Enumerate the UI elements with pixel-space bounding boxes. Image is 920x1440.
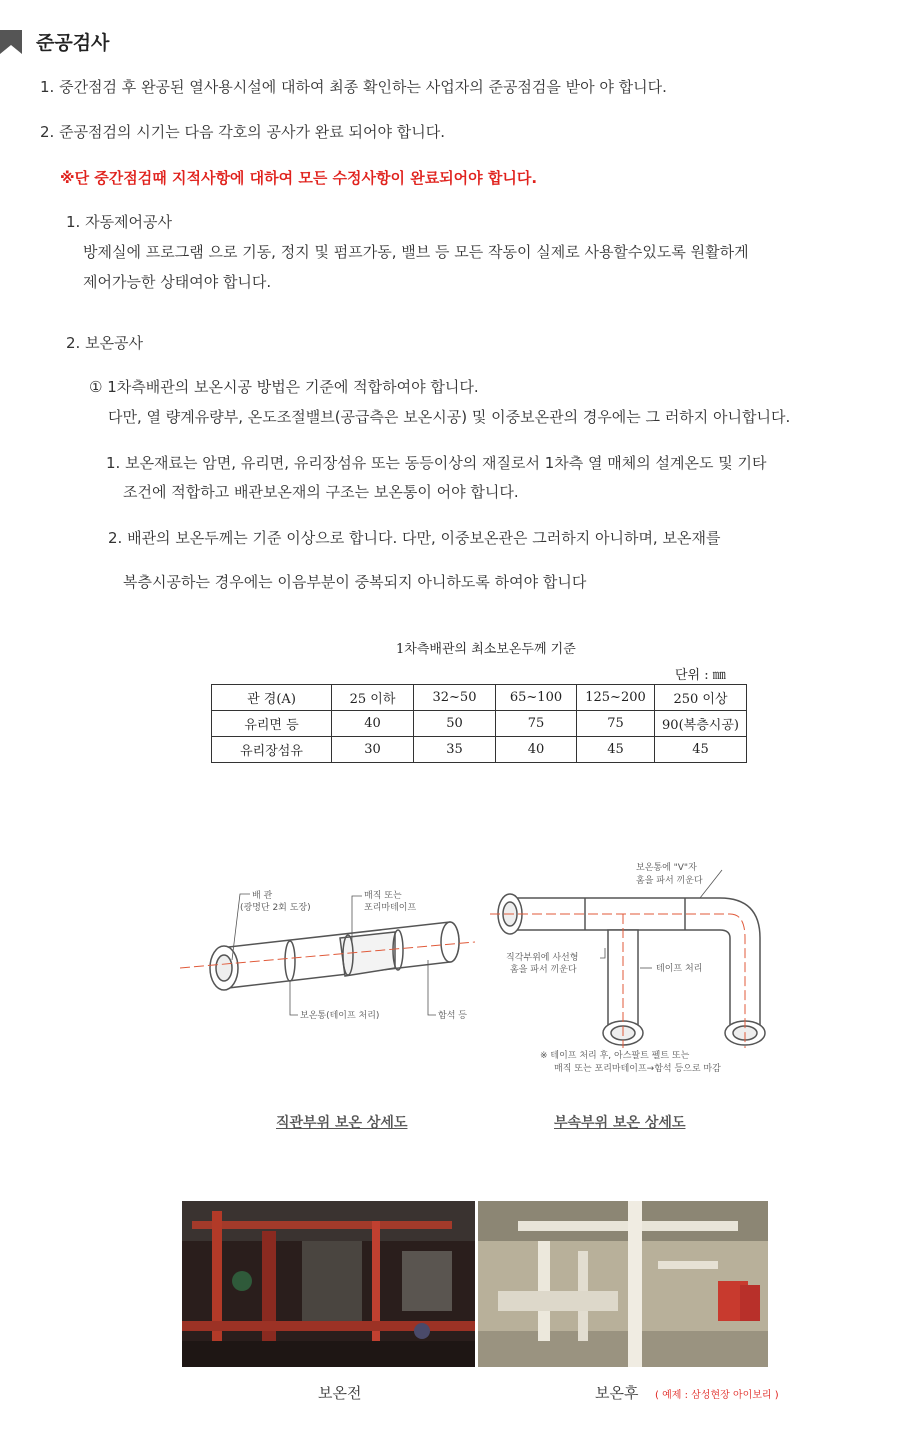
label-tape-right: 테이프 처리	[656, 964, 703, 974]
label-v1: 보온통에 "V"자	[636, 863, 697, 873]
table-cell: 250 이상	[655, 685, 747, 711]
table-cell: 90(복층시공)	[655, 711, 747, 737]
sub2-point1-1: 1. 보온재료는 암면, 유리면, 유리장섬유 또는 동등이상의 재질로서 1차측 열 매체의 설계온도 및 기타	[106, 454, 767, 472]
table-cell: 40	[332, 711, 414, 737]
sub2-point2-1: 2. 배관의 보온두께는 기준 이상으로 합니다. 다만, 이중보온관은 그러하지 아니하며, 보온재를	[108, 529, 721, 547]
label-v2: 홈을 파서 끼운다	[636, 876, 703, 886]
sub2-circle-2: 다만, 열 량계유량부, 온도조절밸브(공급측은 보온시공) 및 이중보온관의 경우에는 그 러하지 아니합니다.	[108, 408, 791, 426]
table-cell: 유리장섬유	[212, 737, 332, 763]
table-cell: 45	[577, 737, 655, 763]
table-row	[212, 711, 747, 737]
label-zinc: 함석 등	[438, 1011, 467, 1021]
table-row	[212, 737, 747, 763]
table-title: 1차측배관의 최소보온두께 기준	[396, 642, 576, 657]
table-cell: 45	[655, 737, 747, 763]
table-cell: 65~100	[496, 685, 577, 711]
label-pipe: 배 관	[252, 891, 273, 901]
caption-fitting: 부속부위 보온 상세도	[554, 1115, 686, 1131]
label-a2: 홈을 파서 끼운다	[510, 965, 577, 975]
caption-straight: 직관부위 보온 상세도	[276, 1115, 408, 1131]
table-cell: 25 이하	[332, 685, 414, 711]
page-title: 준공검사	[36, 32, 110, 54]
label-a1: 직각부위에 사선형	[506, 953, 579, 963]
label-note2: 매직 또는 포리마테이프→함석 등으로 마감	[554, 1064, 721, 1074]
photo-after	[478, 1201, 768, 1367]
sub1-line-2: 제어가능한 상태여야 합니다.	[83, 273, 272, 291]
item-2: 2. 준공점검의 시기는 다음 각호의 공사가 완료 되어야 합니다.	[40, 123, 445, 141]
table-cell: 50	[414, 711, 496, 737]
sub2-point2-2: 복층시공하는 경우에는 이음부분이 중복되지 아니하도록 하여야 합니다	[123, 573, 587, 591]
label-note1: ※ 테이프 처리 후, 아스팔트 펠트 또는	[540, 1051, 690, 1061]
table-unit: 단위 : ㎜	[675, 668, 726, 683]
bookmark-icon	[0, 30, 22, 54]
notice-text: ※단 중간점검때 지적사항에 대하여 모든 수정사항이 완료되어야 합니다.	[60, 169, 538, 187]
table-cell: 유리면 등	[212, 711, 332, 737]
label-tape: 매직 또는	[364, 891, 402, 901]
item-1: 1. 중간점검 후 완공된 열사용시설에 대하여 최종 확인하는 사업자의 준공점검을 받아 야 합니다.	[40, 78, 667, 96]
table-row	[212, 685, 747, 711]
table-cell: 75	[577, 711, 655, 737]
table-cell: 75	[496, 711, 577, 737]
table-cell: 30	[332, 737, 414, 763]
sub1-line-1: 방제실에 프로그램 으로 기동, 정지 및 펌프가동, 밸브 등 모든 작동이 실제로 사용할수있도록 원활하게	[83, 243, 749, 261]
photo-after-note: ( 예제 : 삼성현장 아이보리 )	[655, 1390, 779, 1401]
table-cell: 35	[414, 737, 496, 763]
table-cell: 관 경(A)	[212, 685, 332, 711]
sub2-heading: 2. 보온공사	[66, 334, 144, 352]
photo-before-label: 보온전	[318, 1384, 362, 1402]
sub1-heading: 1. 자동제어공사	[66, 213, 173, 231]
table-cell: 32~50	[414, 685, 496, 711]
sub2-point1-2: 조건에 적합하고 배관보온재의 구조는 보온통이 어야 합니다.	[123, 483, 519, 501]
label-pipe-sub: (광명단 2회 도장)	[240, 903, 311, 913]
fitting-pipe-diagram	[490, 858, 780, 1080]
photo-before	[182, 1201, 475, 1367]
photo-after-label: 보온후	[595, 1384, 639, 1402]
table-cell: 125~200	[577, 685, 655, 711]
insulation-table	[211, 684, 747, 763]
table-cell: 40	[496, 737, 577, 763]
label-cover: 보온통(테이프 처리)	[300, 1011, 380, 1021]
label-tape-sub: 포리마테이프	[364, 903, 417, 913]
sub2-circle-1: ① 1차측배관의 보온시공 방법은 기준에 적합하여야 합니다.	[89, 378, 479, 396]
straight-pipe-diagram	[180, 880, 490, 1030]
